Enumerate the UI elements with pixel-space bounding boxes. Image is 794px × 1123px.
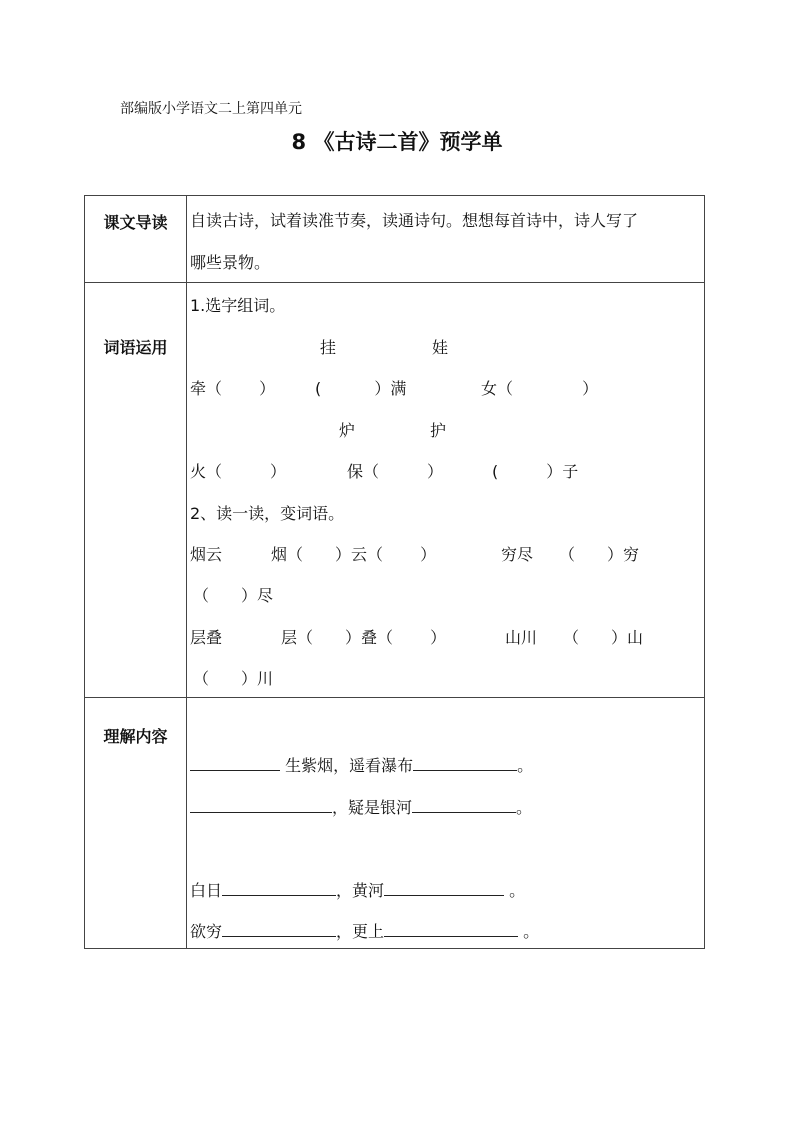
blank-yanyun[interactable]: 烟（ ）云（ ） — [271, 545, 437, 564]
guide-text-line2: 哪些景物。 — [190, 253, 271, 272]
blank-line3-mid[interactable] — [222, 879, 336, 896]
char-hu: 护 — [430, 421, 447, 440]
char-gua: 挂 — [320, 338, 337, 357]
blank-qiong[interactable]: （ ）穷 — [559, 545, 640, 564]
blank-line2-start[interactable] — [190, 796, 332, 813]
blank-huo[interactable]: 火（ ） — [190, 462, 287, 481]
blank-qian[interactable]: 牵（ ） — [190, 379, 276, 398]
blank-line4-mid[interactable] — [222, 920, 336, 937]
blank-man[interactable]: ( ）满 — [315, 379, 407, 398]
content-understanding — [187, 698, 705, 949]
poem-line-2: ，疑是银河 。 — [190, 795, 532, 818]
blank-nv[interactable]: 女（ ） — [481, 379, 599, 398]
word-cengdie: 层叠 — [190, 628, 223, 647]
worksheet-table — [84, 195, 705, 949]
content-word-usage — [187, 283, 705, 698]
q1-title: 1.选字组词。 — [190, 296, 286, 315]
blank-line1-start[interactable] — [190, 754, 280, 771]
label-understanding: 理解内容 — [85, 698, 187, 949]
page-title: 8 《古诗二首》预学单 — [291, 130, 503, 154]
unit-subtitle: 部编版小学语文二上第四单元 — [120, 101, 302, 117]
blank-line2-end[interactable] — [412, 796, 516, 813]
blank-bao[interactable]: 保（ ） — [347, 462, 444, 481]
q2-title: 2、读一读，变词语。 — [190, 504, 345, 523]
poem-line-4: 欲穷 ，更上 。 — [190, 922, 540, 941]
word-qiongjin: 穷尽 — [501, 545, 534, 564]
char-lu: 炉 — [339, 421, 356, 440]
blank-shan[interactable]: （ ）山 — [563, 628, 644, 647]
blank-line4-end[interactable] — [384, 920, 518, 937]
word-shanchuan: 山川 — [505, 628, 538, 647]
row-understanding — [85, 698, 705, 949]
blank-jin[interactable]: （ ）尽 — [193, 586, 274, 605]
char-wa: 娃 — [432, 338, 449, 357]
label-word-usage: 词语运用 — [85, 283, 187, 698]
row-reading-guide — [85, 196, 705, 283]
blank-line1-end[interactable] — [413, 754, 517, 771]
blank-zi[interactable]: ( ）子 — [492, 462, 579, 481]
blank-chuan[interactable]: （ ）川 — [193, 669, 274, 688]
label-reading-guide: 课文导读 — [85, 196, 187, 283]
poem-line-1: 生紫烟，遥看瀑布 。 — [190, 753, 533, 776]
poem-line-3: 白日 ，黄河 。 — [190, 881, 526, 900]
guide-text-line1: 自读古诗，试着读准节奏，读通诗句。想想每首诗中，诗人写了 — [190, 211, 639, 230]
content-reading-guide — [187, 196, 705, 283]
blank-line3-end[interactable] — [384, 879, 504, 896]
row-word-usage — [85, 283, 705, 698]
word-yanyun: 烟云 — [190, 545, 223, 564]
blank-cengdie[interactable]: 层（ ）叠（ ） — [281, 628, 447, 647]
